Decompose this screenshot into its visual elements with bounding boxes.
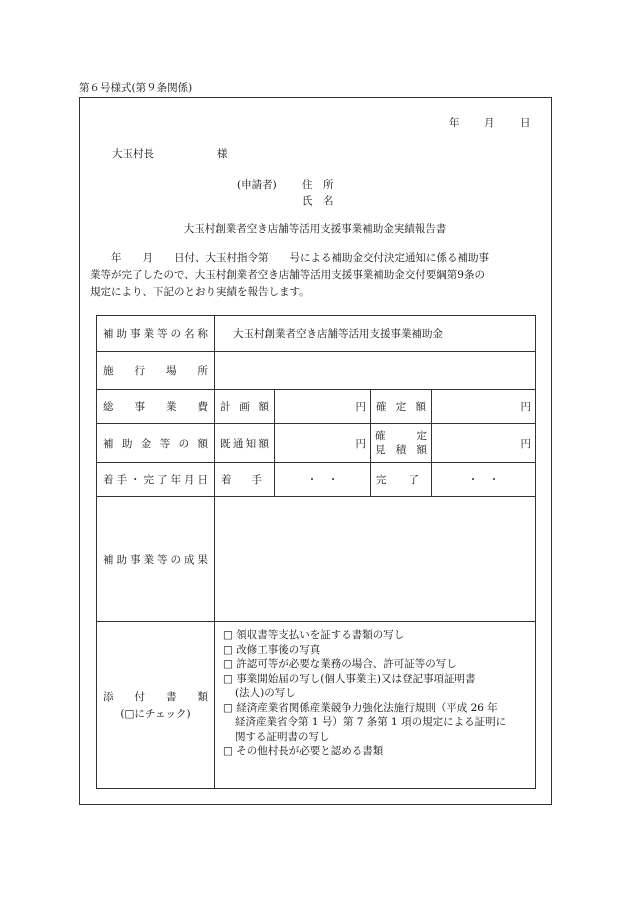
project-name-value: 大玉村創業者空き店舗等活用支援事業補助金 [215,316,536,352]
planned-amount-label: 計画額 [215,390,275,424]
confirmed-estimate-yen[interactable]: 円 [432,424,536,463]
date-day: 日 [520,117,531,129]
notified-amount-yen[interactable]: 円 [275,424,371,463]
dates-label: 着手・完了年月日 [97,463,215,497]
results-label: 補助事業等の成果 [97,497,215,622]
table-row [97,463,536,497]
body-line: 年 月 日付、大玉村指令第 号による補助金交付決定通知に係る補助事 [90,252,489,264]
location-value[interactable] [215,352,536,390]
attachments-sublabel: (□にチェック) [120,708,191,720]
table-row [97,424,536,463]
complete-label: 完了 [371,463,432,497]
confirmed-estimate-label [371,424,432,463]
attachments-label-cell [97,622,215,789]
body-line: 業等が完了したので、大玉村創業者空き店舗等活用支援事業補助金交付要綱第9条の [90,269,485,281]
date-year: 年 [449,117,460,129]
date-month: 月 [484,117,495,129]
addressee-name: 大玉村長 [112,148,154,160]
project-name-label: 補助事業等の名称 [97,316,215,352]
addressee-honorific: 様 [217,148,228,160]
attachments-list [215,622,536,789]
complete-date[interactable]: ・ ・ [432,463,536,497]
applicant-address-label: 住 所 [302,179,334,191]
attachment-item[interactable]: □ 改修工事後の写真 [223,643,321,656]
attachment-item[interactable]: □ その他村長が必要と認める書類 [223,745,384,757]
total-cost-label: 総事業費 [97,390,215,424]
subsidy-amount-label: 補助金等の額 [97,424,215,463]
confirmed-estimate-label-line2: 見積額 [375,444,427,456]
confirmed-estimate-label-line1: 確 定 [375,430,427,442]
table-row [97,316,536,352]
table-row [97,622,536,789]
table-row [97,390,536,424]
attachment-item[interactable]: □ 事業開始届の写し(個人事業主)又は登記事項証明書 [223,672,476,685]
attachments-label: 添付書類 [103,691,208,703]
attachment-item[interactable]: □ 経済産業省関係産業競争力強化法施行規則（平成 26 年 [223,701,498,714]
confirmed-amount-label: 確定額 [371,390,432,424]
form-number: 第６号様式(第９条関係) [79,82,193,94]
attachment-item[interactable]: □ 領収書等支払いを証する書類の写し [223,629,405,641]
planned-amount-yen[interactable]: 円 [275,390,371,424]
confirmed-amount-yen[interactable]: 円 [432,390,536,424]
attachment-item[interactable]: □ 許認可等が必要な業務の場合、許可証等の写し [223,658,457,670]
notified-amount-label: 既通知額 [215,424,275,463]
applicant-name-label: 氏 名 [302,195,334,207]
location-label: 施行場所 [97,352,215,390]
attachment-item-continued: 経済産業省令第 1 号）第 7 条第 1 項の規定による証明に [235,716,507,728]
report-table [96,315,536,789]
table-row [97,497,536,622]
body-paragraph [90,250,546,301]
attachment-item-continued: (法人)の写し [235,687,296,699]
applicant-label: (申請者) [237,179,277,191]
start-label: 着手 [215,463,275,497]
table-row [97,352,536,390]
document-title: 大玉村創業者空き店舗等活用支援事業補助金実績報告書 [183,223,447,235]
attachment-item-continued: 関する証明書の写し [235,730,330,743]
body-line: 規定により、下記のとおり実績を報告します。 [90,286,310,298]
results-value[interactable] [215,497,536,622]
start-date[interactable]: ・ ・ [275,463,371,497]
